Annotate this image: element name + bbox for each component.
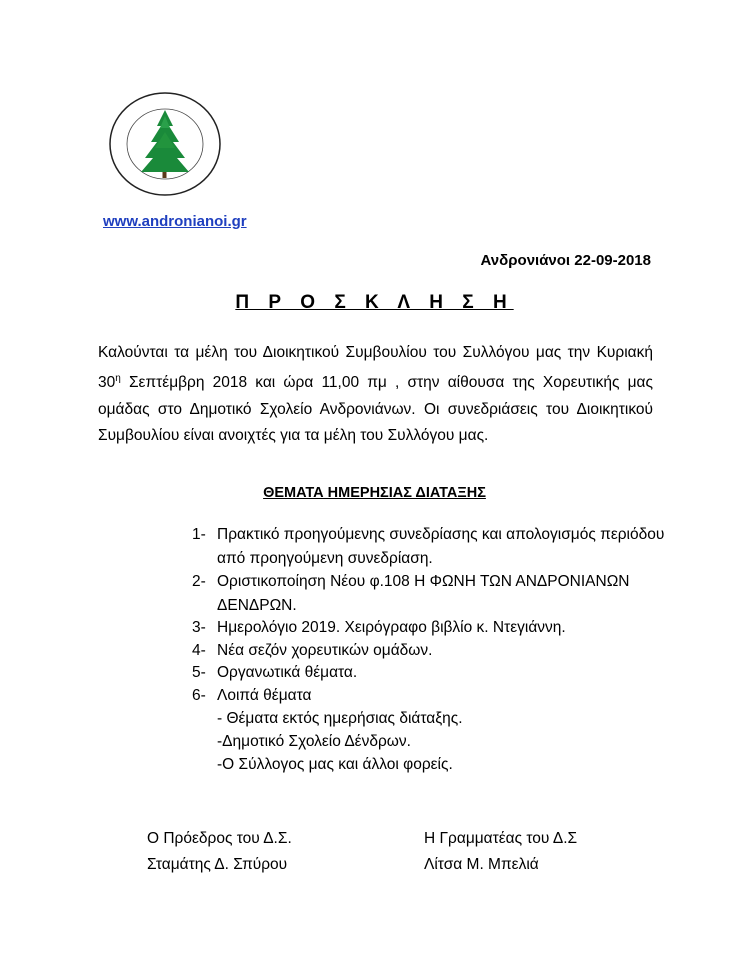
agenda-item <box>192 617 672 640</box>
agenda-subitem: -Δημοτικό Σχολείο Δένδρων. <box>217 733 411 750</box>
president-name: Σταμάτης Δ. Σπύρου <box>147 856 288 873</box>
agenda-list <box>192 523 672 776</box>
president-role: Ο Πρόεδρος του Δ.Σ. <box>147 830 292 847</box>
agenda-heading: ΘΕΜΑΤΑ ΗΜΕΡΗΣΙΑΣ ΔΙΑΤΑΞΗΣ <box>263 485 486 501</box>
agenda-subitem: -Ο Σύλλογος μας και άλλοι φορείς. <box>217 756 453 773</box>
secretary-name: Λίτσα Μ. Μπελιά <box>424 856 539 873</box>
agenda-subitem: - Θέματα εκτός ημερήσιας διάταξης. <box>217 710 463 727</box>
agenda-item-text: Πρακτικό προηγούμενης συνεδρίασης και απολογισμός περιόδου από προηγούμενη συνεδρίαση. <box>217 526 665 567</box>
agenda-item <box>192 570 672 617</box>
agenda-item-number: 5- <box>192 664 206 681</box>
agenda-item <box>192 662 672 685</box>
website-link[interactable]: www.andronianoi.gr <box>103 213 247 230</box>
secretary-role: Η Γραμματέας του Δ.Σ <box>424 830 578 847</box>
agenda-item-text: Νέα σεζόν χορευτικών ομάδων. <box>217 641 433 659</box>
body-text-part1: Καλούνται τα μέλη του Διοικητικού Συμβουλίου του Συλλόγου μας την Κυριακή 30 <box>98 344 653 392</box>
agenda-item-text: Λοιπά θέματα <box>217 686 312 704</box>
agenda-item <box>192 523 672 570</box>
association-logo <box>107 90 227 198</box>
agenda-item-number: 1- <box>192 526 206 543</box>
agenda-item-text: Οριστικοποίηση Νέου φ.108 Η ΦΩΝΗ ΤΩΝ ΑΝΔΡΟΝΙΑΝΩΝ ΔΕΝΔΡΩΝ. <box>217 573 630 614</box>
secretary-signature <box>424 826 577 878</box>
body-superscript: η <box>115 373 121 385</box>
agenda-item-number: 6- <box>192 686 206 704</box>
agenda-item <box>192 685 672 708</box>
document-title: Π Ρ Ο Σ Κ Λ Η Σ Η <box>235 292 514 313</box>
invitation-body <box>98 340 653 450</box>
agenda-item-number: 3- <box>192 619 206 636</box>
body-text-part2: Σεπτέμβρη 2018 και ώρα 11,00 πμ , στην αίθουσα της Χορευτικής μας ομάδας στο Δημοτικό Σχολείο Ανδρονιάνων. Οι συνεδριάσεις του Διοικητικού Συμβουλίου είναι ανοιχτές για τα μέλη του Συλλόγου μας. <box>98 374 653 445</box>
agenda-item-text: Ημερολόγιο 2019. Χειρόγραφο βιβλίο κ. Ντεγιάννη. <box>217 619 566 636</box>
agenda-item <box>192 640 672 663</box>
agenda-item-text: Οργανωτικά θέματα. <box>217 664 358 681</box>
location-date: Ανδρονιάνοι 22-09-2018 <box>480 252 651 269</box>
tree-logo-icon <box>107 90 227 198</box>
agenda-item-number: 2- <box>192 573 206 590</box>
agenda-item-number: 4- <box>192 641 206 659</box>
president-signature <box>147 826 292 878</box>
